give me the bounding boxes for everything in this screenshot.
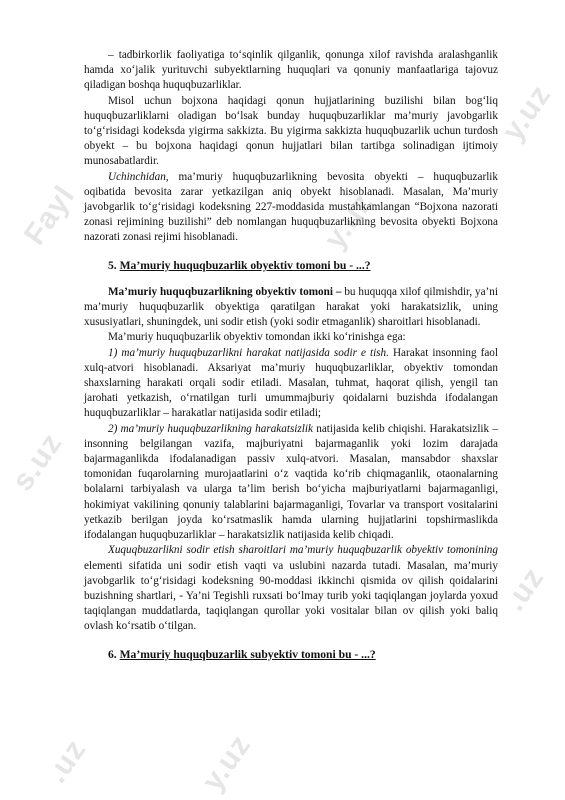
paragraph: Ma’muriy huquqbuzarlik obyektiv tomondan ikki ko‘rinishga ega: [108,331,406,344]
watermark-text: .uz [40,733,93,789]
paragraph: – tadbirkorlik faoliyatiga to‘sqinlik qilganlik, qonunga xilof ravishda aralashganlik hamda xo‘jalik yurituvchi subyektlarning huquqlari va qonuniy manfaatlariga tajovuz qiladigan boshqa huquqbuzarliklar. [84,49,498,92]
section-title: Ma’muriy huquqbuzarlik subyektiv tomoni bu - ...? [119,647,376,661]
paragraph-text: elementi sifatida uni sodir etish vaqti va uslubini nazarda tutadi. Masalan, ma’muriy javobgarlik to‘g‘risidagi kodeksning 90-moddasi ikkinchi qismida ov qilish qoidalarini buzishning shartlari, - Ya’ni Tegishli ruxsati bo‘lmay turib yoki taqiqlangan joylarda yoxud taqiqlangan muddatlarda, taqiqlangan qurollar yoki vositalar bilan ov qilish yoki baliq ovlash ko‘rsatib o‘tilgan. [84,559,498,633]
section-heading-6 [84,647,498,662]
paragraph-italic-lead: Uchinchidan, [108,170,169,183]
paragraph-text: ma’muriy huquqbuzarlikning bevosita obyekti – huquqbuzarlik oqibatida bevosita zarar yetkazilgan aniq obyekt hisoblanadi. Masalan, Ma’muriy javobgarlik to‘g‘risidagi kodeksning 227-moddasida mustahkamlangan “Bojxona nazorati zonasi rejimining buzilishi” deb nomlangan huquqbuzarlikning bevosita obyekti Bojxona nazorati zonasi rejimi hisoblanadi. [84,170,498,244]
paragraph-bold-lead: Ma’muriy huquqbuzarlikning obyektiv tomoni – [108,285,342,298]
paragraph-text: natijasida kelib chiqishi. Harakatsizlik – insonning belgilangan vazifa, majburiyatni bajarmaganlik yoki lozim darajada bajarmaganlikda ifodalanadigan passiv xulq-atvori. Masalan, mansabdor shaxslar tomonidan fuqarolarning murojaatlarini o‘z vaqtida ko‘rib chiqmaganlik, otaonalarning bolalarni tarbiyalash va ularga ta’lim berish bo‘yicha majburiyatlarni bajarmaganligi, hokimiyat vakilining qonuniy talablarini bajarmaganligi, Tovarlar va transport vositalarini yetkazib berilgan joyda ko‘rsatmaslik hamda ularning hujjatlarini topshirmaslikda ifodalangan huquqbuzarliklar – harakatsizlik natijasida kelib chiqadi. [84,422,498,542]
section-title: Ma’muriy huquqbuzarlik obyektiv tomoni bu - ...? [119,258,371,272]
paragraph: Misol uchun bojxona haqidagi qonun hujjatlarining buzilishi bilan bog‘liq huquqbuzarliklarni oladigan bo‘lsak bunday huquqbuzarliklar ma’muriy javobgarlik to‘g‘risidagi kodeksda yigirma sakkizta. Bu yigirma sakkizta huquqbuzarlik uchun turdosh obyekt – bu bojxona haqidagi qonun hujjatlari bilan tartibga solinadigan ijtimoiy munosabatlardir. [84,94,498,168]
section-number: 5. [108,258,120,272]
paragraph-text: bu huquqqa xilof qilmishdir, ya’ni ma’muriy huquqbuzarlik obyektiga qaratilgan harakat yoki harakatsizlik, uning xususiyatlari, shuningdek, uni sodir etish (yoki sodir etmaganlik) sharoitlari hisoblanadi. [84,285,498,329]
paragraph-italic-lead: 2) ma’muriy huquqbuzarlikning harakatsizlik [108,422,313,435]
paragraph-italic-lead: Xuquqbuzarlikni sodir etish sharoitlari ma’muriy huquqbuzarlik obyektiv tomonining [108,544,498,557]
watermark-text: y.uz [496,78,558,147]
section-number: 6. [108,647,120,661]
document-body [84,48,498,662]
paragraph-text: Harakat insonning faol xulq-atvori hisoblanadi. Aksariyat ma’muriy huquqbuzarliklar, obyektiv tomondan shaxslarning harakati orqali sodir etiladi. Masalan, tuhmat, haqorat qilish, yengil tan jarohati yetkazish, o‘rnatilgan turli umummajburiy qoidalarni buzishda ifodalangan huquqbuzarliklar – harakatlar natijasida sodir etiladi; [84,346,498,420]
paragraph [84,285,498,331]
watermark-text: .uz [498,561,551,617]
watermark-text: s.uz [6,426,69,497]
watermark-text: y.uz [196,728,258,797]
paragraph [84,170,498,246]
watermark-text: Fayl [18,179,82,251]
paragraph [84,543,498,634]
paragraph [84,346,498,422]
paragraph-italic-lead: 1) ma’muriy huquqbuzarlikni harakat natijasida sodir e tish. [108,346,389,359]
section-heading-5 [84,258,498,273]
watermark-text: y.uz [318,186,380,255]
paragraph [84,422,498,544]
